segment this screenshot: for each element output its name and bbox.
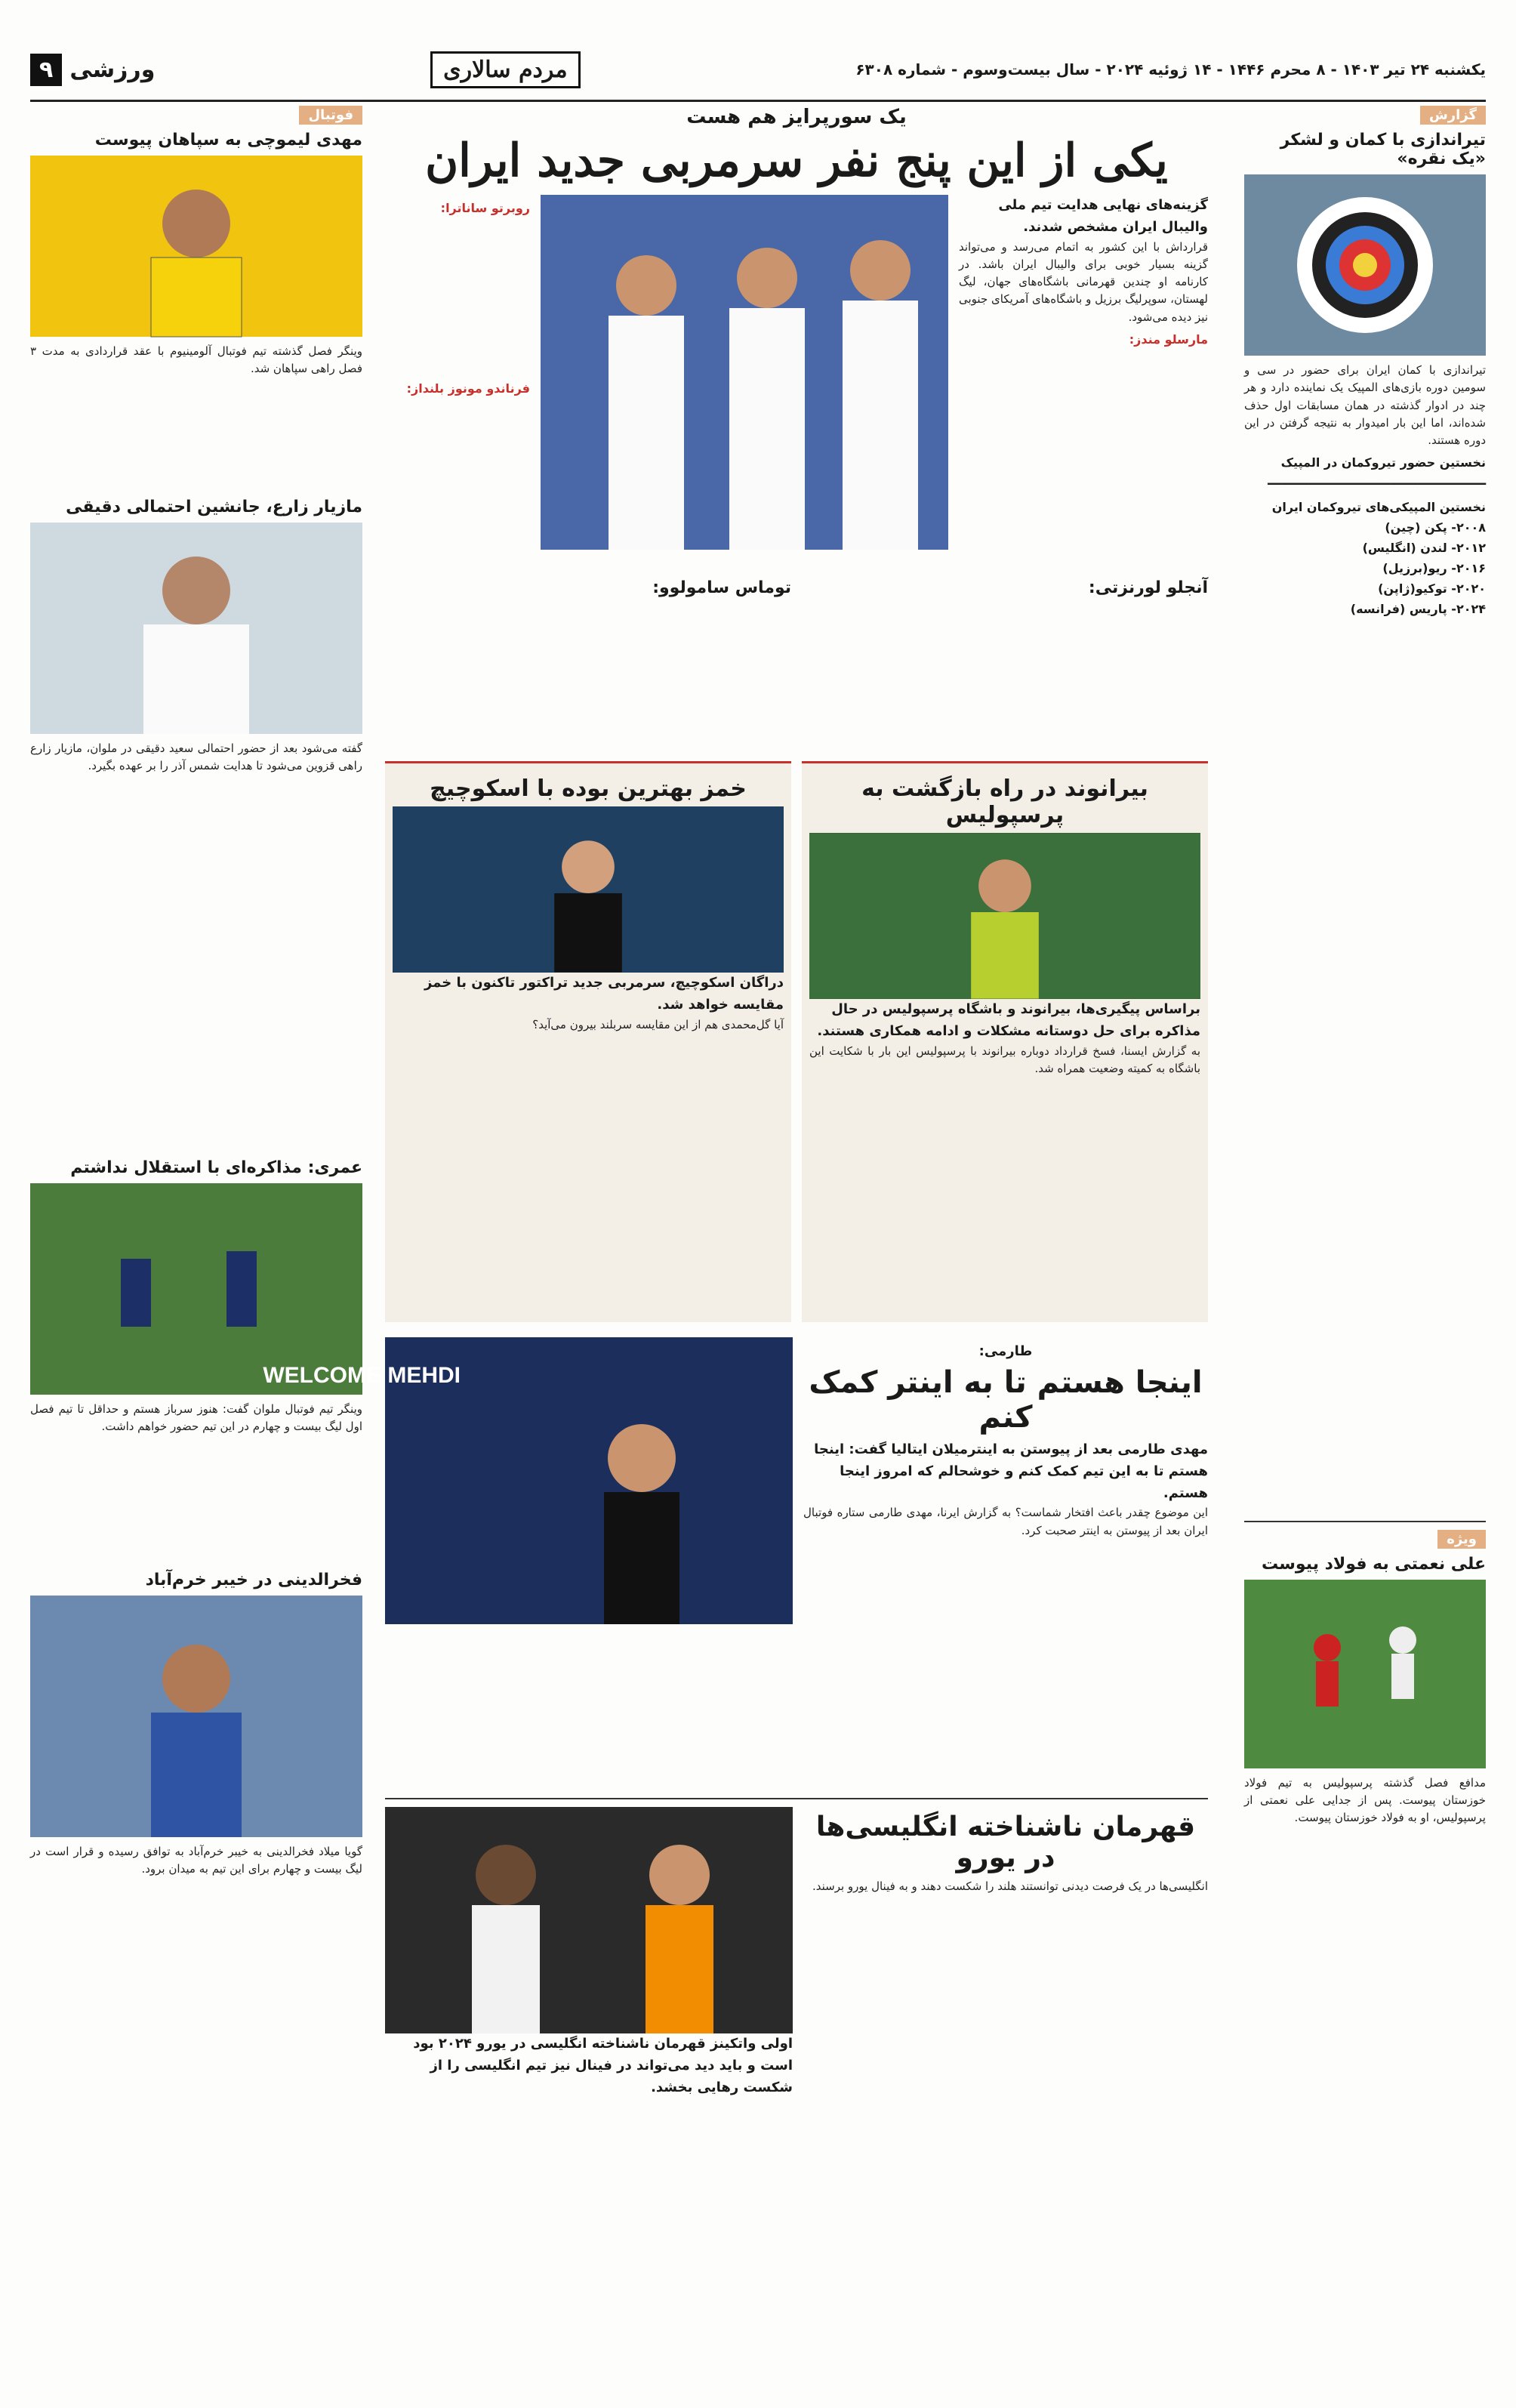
skocic-body: آیا گل‌محمدی هم از این مقایسه سربلند بیرون می‌آید؟: [532, 1017, 784, 1031]
beiranvand-title: بیرانوند در راه بازگشت به پرسپولیس: [861, 775, 1148, 828]
report-kicker: گزارش: [1420, 106, 1486, 125]
limouchi-text-block: [30, 378, 362, 492]
taremi-kicker: طارمی:: [978, 1343, 1033, 1359]
volleyball-photo: [541, 195, 948, 550]
nemati-body: مدافع فصل گذشته پرسپولیس به تیم فولاد خوزستان پیوست. پس از جدایی علی نعمتی از پرسپولیس، او به فولاد خوزستان پیوست.: [1244, 1775, 1486, 1824]
box-row: [385, 761, 1208, 1322]
limouchi-title: مهدی لیموچی به سپاهان پیوست: [94, 131, 362, 150]
main-side-col: [387, 195, 530, 572]
limouchi-photo: [30, 156, 362, 337]
watkins-caption: اولی واتکینز قهرمان ناشناخته انگلیسی در یورو ۲۰۲۴ بود است و باید دید می‌تواند در فینال نیز تیم انگلیسی را از شکست رهایی بخشد.: [413, 2036, 793, 2095]
archery-filler1: ━━━━━━━━━━━━━━━━━━━━━━━━━━━━━━━━: [1268, 477, 1486, 492]
left-column: [30, 106, 362, 1878]
page-section: ورزشی: [69, 56, 156, 83]
main-kicker: یک سورپرایز هم هست: [686, 106, 907, 128]
svg-text:WELCOME MEHDI: WELCOME MEHDI: [263, 1363, 461, 1388]
archery-sub5: ۲۰۱۶- ریو(برزیل): [1382, 560, 1486, 575]
watkins-photo-col: [385, 1807, 793, 2147]
taremi-lead: مهدی طارمی بعد از پیوستن به اینترمیلان ایتالیا گفت: اینجا هستم تا به این تیم کمک کنم و خوشحالم که امروز اینجا هستم.: [814, 1441, 1208, 1501]
skocic-lead: دراگان اسکوچیچ، سرمربی جدید تراکتور تاکنون با خمز مقایسه خواهد شد.: [424, 975, 784, 1013]
taremi-body: این موضوع چقدر باعث افتخار شماست؟ به گزارش ایرنا، مهدی طارمی ستاره فوتبال ایران بعد از پیوستن به اینتر صحبت کرد.: [803, 1506, 1208, 1537]
page-badge: [30, 54, 155, 86]
skocic-title: خمز بهترین بوده با اسکوچیچ: [430, 775, 747, 802]
archery-sub7: ۲۰۲۴- پاریس (فرانسه): [1350, 601, 1486, 616]
main-lead: گزینه‌های نهایی هدایت تیم ملی والیبال ایران مشخص شدند.: [998, 197, 1208, 235]
main-headline: یکی از این پنج نفر سرمربی جدید ایران: [425, 134, 1168, 187]
limouchi-body: وینگر فصل گذشته تیم فوتبال آلومینیوم با عقد قراردادی به مدت ۳ فصل راهی سپاهان شد.: [30, 344, 362, 376]
zare-text-block: [30, 775, 362, 1152]
right-column: [1244, 106, 1486, 1827]
archery-photo: [1244, 174, 1486, 356]
taremi-title: اینجا هستم تا به اینتر کمک کنم: [809, 1365, 1203, 1435]
archery-sub2: نخستین المپیکی‌های تیروکمان ایران: [1271, 499, 1486, 514]
archery-sub3: ۲۰۰۸- پکن (چین): [1385, 520, 1486, 535]
watkins-photo: [385, 1807, 793, 2033]
skocic-photo: [393, 806, 784, 973]
dateline: یکشنبه ۲۴ تیر ۱۴۰۳ - ۸ محرم ۱۴۴۶ - ۱۴ ژوئیه ۲۰۲۴ - سال بیست‌وسوم - شماره ۶۳۰۸: [855, 60, 1486, 79]
main-body: قرارداش با این کشور به اتمام می‌رسد و می‌تواند گزینه بسیار خوبی برای والیبال ایران باشد. در کارنامه او چندین قهرمانی باشگاه‌های جهان، لیگ لهستان، سوپرلیگ برزیل و باشگاه‌های آمریکای جنوبی نیز دیده می‌شود.: [959, 239, 1208, 324]
taremi-row: [263, 1337, 1208, 1790]
beiranvand-body: به گزارش ایسنا، فسخ قرارداد دوباره بیرانوند با پرسپولیس این بار با شکایت این باشگاه به کمیته وضعیت همراه شد.: [809, 1044, 1200, 1075]
fakhredini-photo: [30, 1596, 362, 1837]
archery-title: تیراندازی با کمان و لشکر «یک نقره»: [1280, 131, 1486, 168]
main-top-row: [385, 195, 1208, 572]
beiranvand-box: [802, 761, 1208, 1322]
archery-text-block: [1244, 622, 1486, 1513]
archery-sub6: ۲۰۲۰- توکیو(ژاپن): [1378, 581, 1486, 596]
nemati-photo: [1244, 1580, 1486, 1768]
main-angelo: آنجلو لورنزتی:: [1088, 578, 1208, 597]
main-lead-col: [959, 195, 1208, 572]
page-header: [30, 39, 1486, 102]
omari-body: وینگر تیم فوتبال ملوان گفت: هنوز سرباز هستم و حداقل تا تیم فصل اول لیگ بیست و چهارم در این تیم حضور خواهم داشت.: [30, 1402, 362, 1434]
archery-sub1: نخستین حضور تیروکمان در المپیک: [1280, 455, 1486, 470]
main-tomas: توماس سامولوو:: [652, 578, 791, 597]
watkins-title: قهرمان ناشناخته انگلیسی‌ها در یورو: [815, 1811, 1196, 1873]
archery-sub4: ۲۰۱۲- لندن (انگلیس): [1362, 540, 1486, 555]
beiranvand-photo: [809, 833, 1200, 999]
zare-body: گفته می‌شود بعد از حضور احتمالی سعید دقیقی در ملوان، مازیار زارع راهی قزوین می‌شود تا هدایت شمس آذر را بر عهده بگیرد.: [30, 741, 362, 772]
divider: [385, 1798, 1208, 1799]
zare-title: مازیار زارع، جانشین احتمالی دقیقی: [66, 497, 362, 516]
football-kicker: فوتبال: [299, 106, 362, 125]
taremi-photo: [263, 1337, 793, 1624]
masthead-logo: مردم سالاری: [430, 51, 580, 88]
fakhredini-title: فخرالدینی در خیبر خرم‌آباد: [145, 1570, 362, 1589]
watkins-row: [385, 1807, 1208, 2147]
skocic-box: [385, 761, 791, 1322]
main-second-row: [385, 572, 1208, 761]
main-roberto: روبرتو ساناترا:: [440, 201, 530, 215]
watkins-body: انگلیسی‌ها در یک فرصت دیدنی توانستند هلند را شکست دهند و به فینال یورو برسند.: [812, 1879, 1208, 1893]
fakhredini-body: گویا میلاد فخرالدینی به خیبر خرم‌آباد به توافق رسیده و قرار است در لیگ بیست و چهارم برای این تیم به میدان برود.: [30, 1844, 362, 1876]
taremi-text-col: [803, 1337, 1208, 1790]
archery-body: تیراندازی با کمان ایران برای حضور در سی و سومین دوره بازی‌های المپیک یک نماینده دارد و هر چند در ادوار گذشته در همان مسابقات اول حذف شده‌اند، اما این بار امیدوار به نتیجه گرفتن در این دوره هستند.: [1244, 363, 1486, 447]
beiranvand-lead: براساس پیگیری‌ها، بیرانوند و باشگاه پرسپولیس در حال مذاکره برای حل دوستانه مشکلات و ادامه همکاری هستند.: [817, 1001, 1200, 1039]
watkins-text-col: [803, 1807, 1208, 2147]
main-marcelo: مارسلو مندز:: [1129, 331, 1208, 347]
omari-title: عمری: مذاکره‌ای با استقلال نداشتم: [70, 1158, 362, 1177]
page-number: ۹: [30, 54, 62, 86]
special-kicker: ویژه: [1437, 1530, 1486, 1549]
main-fernando: فرناندو مونوز بلنداز:: [406, 381, 530, 396]
divider: [1244, 1521, 1486, 1522]
zare-photo: [30, 523, 362, 734]
omari-text-block: [30, 1436, 362, 1565]
nemati-title: علی نعمتی به فولاد پیوست: [1262, 1554, 1486, 1574]
main-column: [263, 106, 1208, 2147]
